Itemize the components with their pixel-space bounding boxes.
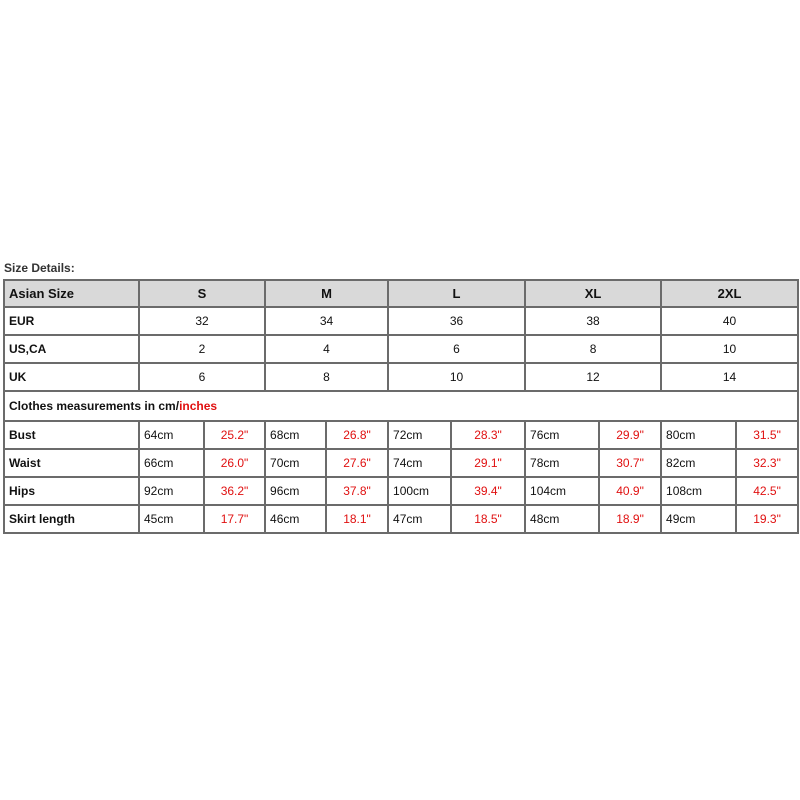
inch-cell: 28.3" [451,421,525,449]
conversion-row-us-ca [4,335,798,363]
measurement-row-waist [4,449,798,477]
inch-cell: 40.9" [599,477,661,505]
header-label: Asian Size [4,280,139,307]
header-row [4,280,798,307]
row-label: Skirt length [4,505,139,533]
inch-cell: 29.9" [599,421,661,449]
cm-cell: 46cm [265,505,326,533]
measurement-row-hips [4,477,798,505]
inch-cell: 29.1" [451,449,525,477]
table-cell: 32 [139,307,265,335]
inch-cell: 25.2" [204,421,265,449]
table-cell: 4 [265,335,388,363]
size-header-m: M [265,280,388,307]
inch-cell: 27.6" [326,449,388,477]
row-label: US,CA [4,335,139,363]
measurements-heading-row [4,391,798,421]
inch-cell: 19.3" [736,505,798,533]
cm-cell: 49cm [661,505,736,533]
size-chart-table [3,279,799,534]
row-label: UK [4,363,139,391]
cm-cell: 48cm [525,505,599,533]
measurements-heading-prefix: Clothes measurements in cm/ [9,399,180,413]
inch-cell: 26.8" [326,421,388,449]
table-cell: 6 [139,363,265,391]
cm-cell: 45cm [139,505,204,533]
cm-cell: 72cm [388,421,451,449]
inch-cell: 30.7" [599,449,661,477]
row-label: Bust [4,421,139,449]
row-label: EUR [4,307,139,335]
table-cell: 34 [265,307,388,335]
table-cell: 12 [525,363,661,391]
inch-cell: 18.1" [326,505,388,533]
inch-cell: 32.3" [736,449,798,477]
inch-cell: 31.5" [736,421,798,449]
cm-cell: 104cm [525,477,599,505]
table-cell: 36 [388,307,525,335]
conversion-row-uk [4,363,798,391]
size-header-s: S [139,280,265,307]
cm-cell: 70cm [265,449,326,477]
row-label: Waist [4,449,139,477]
table-cell: 2 [139,335,265,363]
inch-cell: 26.0" [204,449,265,477]
inch-cell: 17.7" [204,505,265,533]
size-details-title: Size Details: [4,261,75,275]
cm-cell: 64cm [139,421,204,449]
cm-cell: 100cm [388,477,451,505]
size-header-xl: XL [525,280,661,307]
inch-cell: 37.8" [326,477,388,505]
table-cell: 6 [388,335,525,363]
measurements-heading [4,391,798,421]
table-cell: 10 [661,335,798,363]
inch-cell: 18.9" [599,505,661,533]
cm-cell: 82cm [661,449,736,477]
measurement-row-skirt-length [4,505,798,533]
size-header-l: L [388,280,525,307]
cm-cell: 76cm [525,421,599,449]
table-cell: 8 [525,335,661,363]
table-cell: 40 [661,307,798,335]
conversion-row-eur [4,307,798,335]
table-cell: 38 [525,307,661,335]
cm-cell: 108cm [661,477,736,505]
inch-cell: 36.2" [204,477,265,505]
cm-cell: 68cm [265,421,326,449]
table-cell: 14 [661,363,798,391]
inch-cell: 18.5" [451,505,525,533]
cm-cell: 47cm [388,505,451,533]
row-label: Hips [4,477,139,505]
cm-cell: 92cm [139,477,204,505]
table-cell: 10 [388,363,525,391]
inch-cell: 39.4" [451,477,525,505]
size-header-2xl: 2XL [661,280,798,307]
cm-cell: 74cm [388,449,451,477]
table-cell: 8 [265,363,388,391]
measurements-heading-inches: inches [179,399,218,413]
measurement-row-bust [4,421,798,449]
cm-cell: 80cm [661,421,736,449]
cm-cell: 66cm [139,449,204,477]
inch-cell: 42.5" [736,477,798,505]
cm-cell: 96cm [265,477,326,505]
cm-cell: 78cm [525,449,599,477]
